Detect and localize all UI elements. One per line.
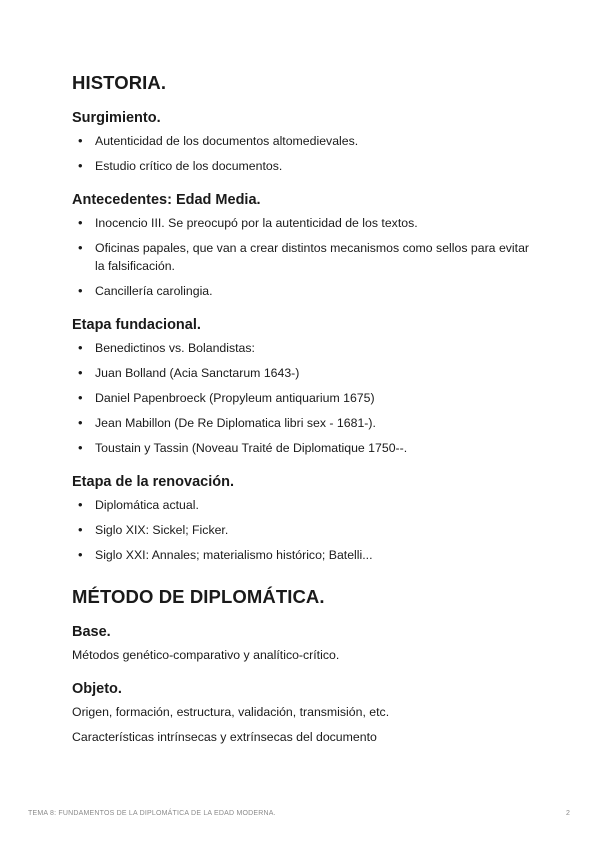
subsection-title-base: Base. — [72, 624, 111, 640]
section-title-metodo: MÉTODO DE DIPLOMÁTICA. — [72, 586, 325, 607]
list-item: • Inocencio III. Se preocupó por la autenticidad de los textos. — [72, 214, 532, 232]
paragraph-objeto-2: Características intrínsecas y extrínsecas del documento — [72, 730, 377, 744]
section-title-historia: HISTORIA. — [72, 72, 167, 93]
page-number: 2 — [566, 810, 570, 817]
bullet-list-antecedentes — [72, 214, 532, 300]
list-item: • Autenticidad de los documentos altomedievales. — [72, 132, 532, 150]
bullet-list-etapa-renovacion — [72, 496, 532, 564]
bullet-list-etapa-fundacional — [72, 339, 532, 457]
list-item: • Benedictinos vs. Bolandistas: — [72, 339, 532, 357]
list-item: • Siglo XXI: Annales; materialismo histórico; Batelli... — [72, 546, 532, 564]
subsection-title-antecedentes: Antecedentes: Edad Media. — [72, 192, 261, 208]
list-item: • Oficinas papales, que van a crear distintos mecanismos como sellos para evitar la falsificación. — [72, 239, 532, 275]
subsection-title-surgimiento: Surgimiento. — [72, 110, 161, 126]
paragraph-objeto-1: Origen, formación, estructura, validación, transmisión, etc. — [72, 705, 390, 719]
list-item: • Daniel Papenbroeck (Propyleum antiquarium 1675) — [72, 389, 532, 407]
list-item: • Estudio crítico de los documentos. — [72, 157, 532, 175]
subsection-title-etapa-renovacion: Etapa de la renovación. — [72, 474, 234, 490]
list-item: • Siglo XIX: Sickel; Ficker. — [72, 521, 532, 539]
document-page — [72, 70, 532, 753]
bullet-list-surgimiento — [72, 132, 532, 175]
list-item: • Jean Mabillon (De Re Diplomatica libri sex - 1681-). — [72, 414, 532, 432]
subsection-title-etapa-fundacional: Etapa fundacional. — [72, 317, 201, 333]
list-item: • Cancillería carolingia. — [72, 282, 532, 300]
list-item: • Toustain y Tassin (Noveau Traité de Diplomatique 1750--. — [72, 439, 532, 457]
subsection-title-objeto: Objeto. — [72, 681, 122, 697]
paragraph-base: Métodos genético-comparativo y analítico-crítico. — [72, 648, 340, 662]
footer-title: TEMA 8: FUNDAMENTOS DE LA DIPLOMÁTICA DE LA EDAD MODERNA. — [28, 810, 276, 817]
list-item: • Diplomática actual. — [72, 496, 532, 514]
list-item: • Juan Bolland (Acia Sanctarum 1643-) — [72, 364, 532, 382]
